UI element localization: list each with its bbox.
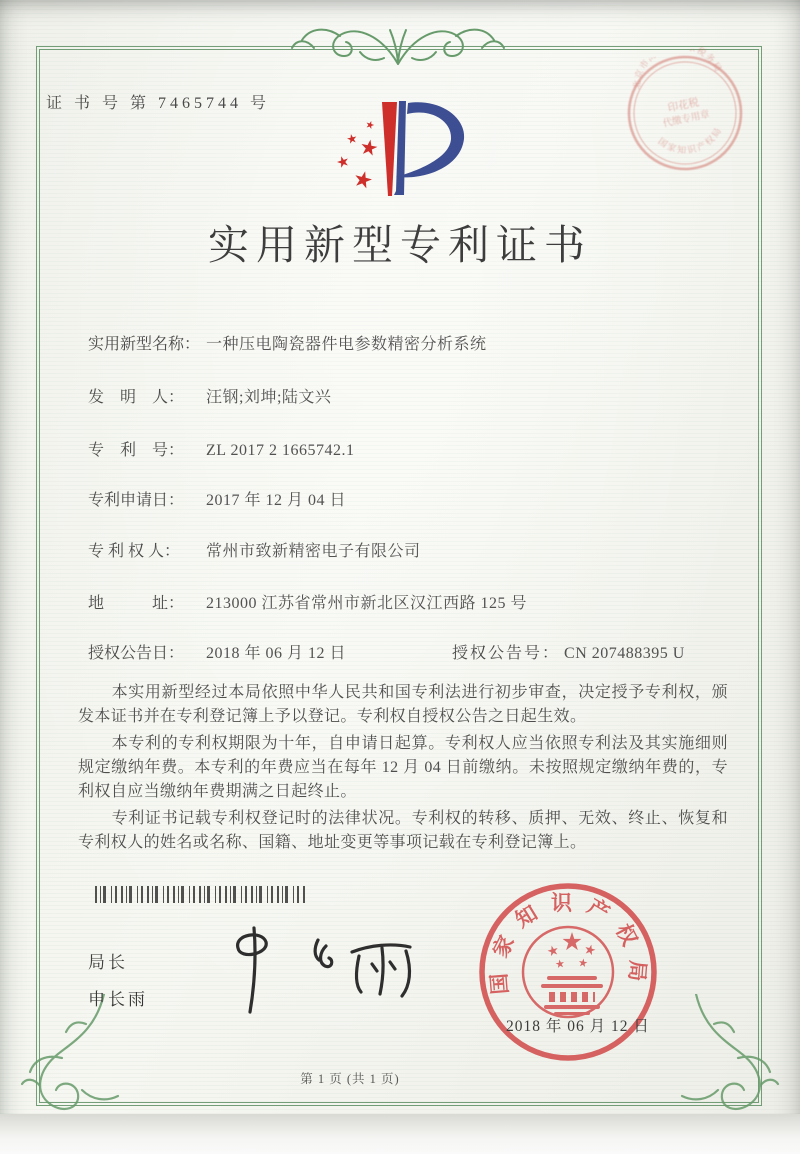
tax-stamp-center-line1: 印花税: [666, 97, 700, 115]
field-row-inventors: [88, 384, 331, 407]
field-label: 专 利 号：: [88, 442, 185, 459]
field-value: 213000 江苏省常州市新北区汉江西路 125 号: [206, 595, 528, 612]
field-label: 授权公告号：: [452, 645, 561, 662]
field-row-utility-name: [88, 331, 487, 354]
field-label: 专利申请日：: [88, 492, 185, 509]
patent-office-logo-icon: [330, 98, 480, 206]
paper-bottom-edge: [0, 1114, 800, 1154]
field-value: ZL 2017 2 1665742.1: [206, 442, 355, 459]
field-label: 专 利 权 人：: [88, 543, 181, 560]
svg-text:北京市海淀区国家税务局: [623, 41, 725, 92]
field-row-address: [88, 590, 527, 613]
legal-paragraph: 本实用新型经过本局依照中华人民共和国专利法进行初步审查，决定授予专利权，颁发本证书并在专利登记簿上予以登记。专利权自授权公告之日起生效。: [78, 684, 728, 725]
field-label: 授权公告日：: [88, 645, 185, 662]
field-row-grant-number: [452, 640, 685, 663]
field-row-patent-number: [88, 437, 354, 460]
director-title: 局长: [88, 953, 128, 972]
seal-date: 2018 年 06 月 12 日: [506, 1018, 650, 1035]
field-value: CN 207488395 U: [564, 645, 685, 662]
seal-ring-text: 国家知识产权局: [485, 891, 651, 996]
barcode: [95, 886, 307, 903]
tax-stamp-top-text: 北京市海淀区国家税务局: [631, 40, 724, 90]
field-row-filing-date: [88, 487, 346, 510]
national-emblem-icon: [523, 927, 613, 1017]
legal-paragraph: 本专利的专利权期限为十年，自申请日起算。专利权人应当依照专利法及其实施细则规定缴纳年费。本专利的年费应当在每年 12 月 04 日前缴纳。未按照规定缴纳年费的，专利权自应当缴纳年费期满之日起终止。: [78, 735, 728, 800]
field-row-grant-date: [88, 640, 346, 663]
field-label: 发 明 人：: [88, 389, 185, 406]
legal-paragraph: 专利证书记载专利权登记时的法律状况。专利权的转移、质押、无效、终止、恢复和专利权人的姓名或名称、国籍、地址变更等事项记载在专利登记簿上。: [78, 810, 728, 851]
page-footer: 第 1 页 (共 1 页): [300, 1072, 400, 1086]
field-label: 实用新型名称：: [88, 336, 201, 353]
field-value: 2017 年 12 月 04 日: [206, 492, 347, 509]
corner-flourish-left-icon: [16, 994, 124, 1116]
field-value: 常州市致新精密电子有限公司: [206, 543, 421, 560]
field-label: 地 址：: [88, 595, 185, 612]
tax-stamp-icon: [613, 41, 758, 186]
field-row-patentee: [88, 538, 421, 561]
field-value: 2018 年 06 月 12 日: [206, 645, 347, 662]
field-value: 一种压电陶瓷器件电参数精密分析系统: [206, 336, 487, 353]
director-name: 申长雨: [88, 990, 148, 1009]
director-signature-icon: [222, 918, 427, 1020]
page-title: 实用新型专利证书: [208, 222, 592, 268]
corner-flourish-right-icon: [676, 994, 784, 1116]
legal-text: [78, 681, 728, 858]
top-flourish-icon: [268, 18, 528, 72]
certificate-number: 证 书 号 第 7465744 号: [46, 95, 271, 112]
tax-stamp-bottom-text: 国家知识产权局: [656, 124, 724, 156]
official-seal-icon: [468, 872, 668, 1072]
field-value: 汪钢;刘坤;陆文兴: [206, 389, 332, 406]
tax-stamp-center-line2: 代缴专用章: [662, 110, 711, 130]
